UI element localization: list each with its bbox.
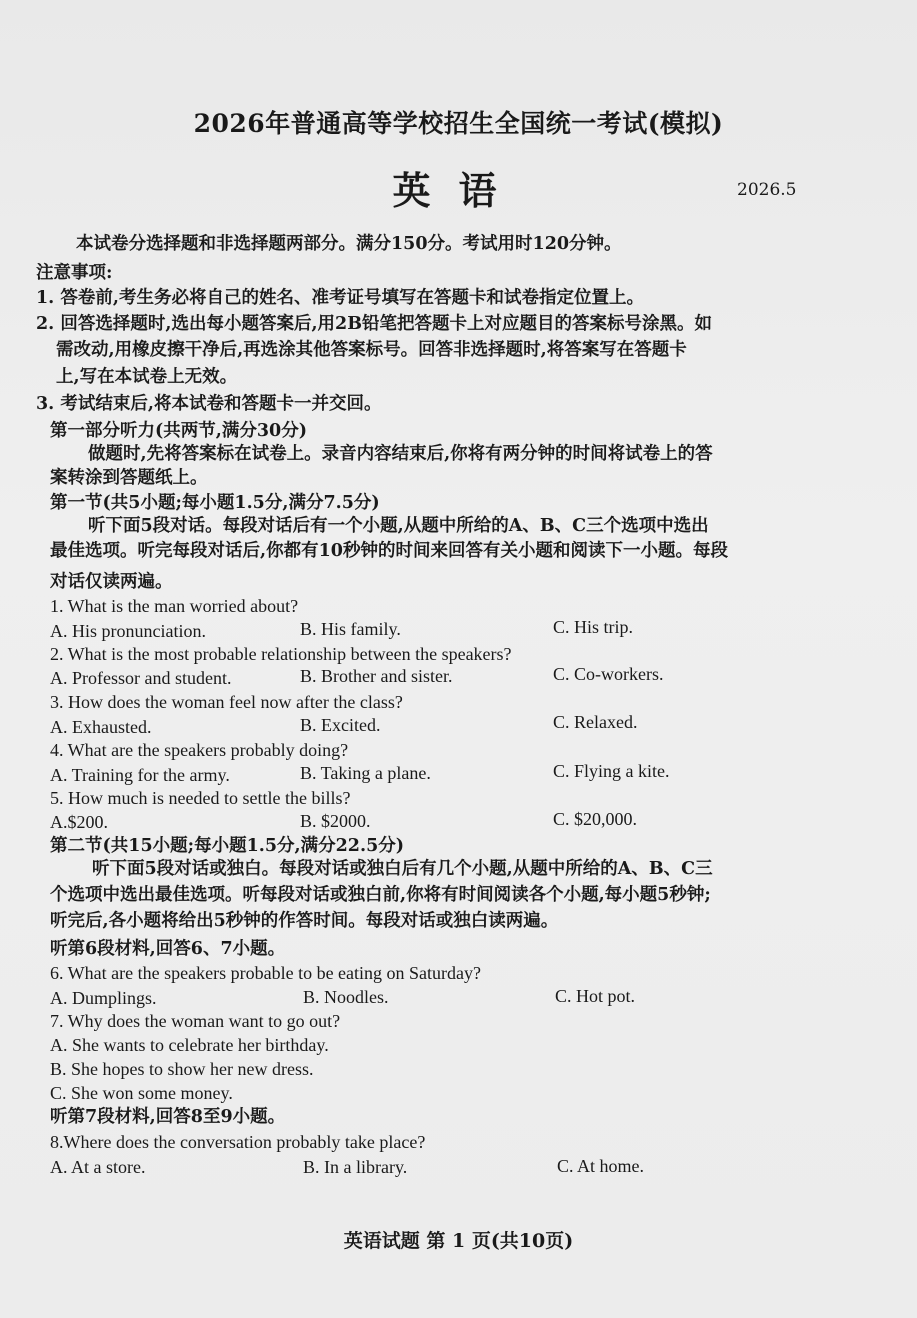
question-1: 1. What is the man worried about? [50, 596, 299, 616]
question-5-option-c: C. $20,000. [553, 809, 638, 829]
question-5: 5. How much is needed to settle the bills? [50, 788, 351, 808]
question-1-option-b: B. His family. [300, 619, 401, 639]
question-7-option-c: C. She won some money. [50, 1083, 233, 1103]
notice-item-2-line-2: 需改动,用橡皮擦干净后,再选涂其他答案标号。回答非选择题时,将答案写在答题卡 [56, 340, 687, 360]
question-2-option-c: C. Co-workers. [553, 664, 664, 684]
question-7: 7. Why does the woman want to go out? [50, 1011, 341, 1031]
question-4-option-b: B. Taking a plane. [300, 763, 431, 783]
question-1-option-c: C. His trip. [553, 617, 634, 637]
section2-desc-line-1: 听下面5段对话或独白。每段对话或独白后有几个小题,从题中所给的A、B、C三 [92, 859, 713, 879]
section1-desc-line-2: 最佳选项。听完每段对话后,你都有10秒钟的时间来回答有关小题和阅读下一小题。每段 [50, 541, 728, 561]
page-footer: 英语试题 第 1 页(共10页) [343, 1230, 574, 1252]
question-5-option-a: A.$200. [50, 812, 108, 832]
notice-item-2-line-1: 2. 回答选择题时,选出每小题答案后,用2B铅笔把答题卡上对应题目的答案标号涂黑。如 [36, 314, 713, 334]
question-6-option-b: B. Noodles. [303, 987, 389, 1007]
question-6-option-a: A. Dumplings. [50, 988, 157, 1008]
notice-title: 注意事项: [36, 263, 113, 283]
part1-desc-line-2: 案转涂到答题纸上。 [50, 468, 208, 488]
exam-title: 2026年普通高等学校招生全国统一考试(模拟) [193, 109, 724, 138]
section1-desc-line-1: 听下面5段对话。每段对话后有一个小题,从题中所给的A、B、C三个选项中选出 [88, 516, 709, 536]
question-8-option-b: B. In a library. [303, 1157, 408, 1177]
question-8-option-a: A. At a store. [50, 1157, 146, 1177]
part1-desc-line-1: 做题时,先将答案标在试卷上。录音内容结束后,你将有两分钟的时间将试卷上的答 [88, 444, 713, 464]
section2-desc-line-3: 听完后,各小题将给出5秒钟的作答时间。每段对话或独白读两遍。 [50, 911, 559, 931]
question-8: 8.Where does the conversation probably take place? [50, 1132, 426, 1152]
notice-item-3: 3. 考试结束后,将本试卷和答题卡一并交回。 [36, 394, 382, 414]
question-1-option-a: A. His pronunciation. [50, 621, 206, 641]
question-3-option-b: B. Excited. [300, 715, 381, 735]
question-2-option-a: A. Professor and student. [50, 668, 232, 688]
question-4-option-a: A. Training for the army. [50, 765, 230, 785]
question-6: 6. What are the speakers probable to be eating on Saturday? [50, 963, 482, 983]
notice-item-2-line-3: 上,写在本试卷上无效。 [56, 367, 238, 387]
part1-title: 第一部分听力(共两节,满分30分) [50, 421, 308, 441]
question-2: 2. What is the most probable relationship between the speakers? [50, 644, 512, 664]
exam-summary: 本试卷分选择题和非选择题两部分。满分150分。考试用时120分钟。 [76, 234, 622, 254]
question-5-option-b: B. $2000. [300, 811, 371, 831]
question-3: 3. How does the woman feel now after the class? [50, 692, 403, 712]
section1-title: 第一节(共5小题;每小题1.5分,满分7.5分) [50, 493, 380, 513]
question-7-option-a: A. She wants to celebrate her birthday. [50, 1035, 329, 1055]
exam-date: 2026.5 [737, 180, 797, 200]
section2-desc-line-2: 个选项中选出最佳选项。听每段对话或独白前,你将有时间阅读各个小题,每小题5秒钟; [50, 885, 711, 905]
subject-title: 英语 [392, 168, 525, 213]
section2-title: 第二节(共15小题;每小题1.5分,满分22.5分) [50, 836, 405, 856]
question-4-option-c: C. Flying a kite. [553, 761, 670, 781]
question-6-option-c: C. Hot pot. [555, 986, 636, 1006]
material-7-heading: 听第7段材料,回答8至9小题。 [50, 1107, 286, 1127]
question-2-option-b: B. Brother and sister. [300, 666, 453, 686]
notice-item-1: 1. 答卷前,考生务必将自己的姓名、准考证号填写在答题卡和试卷指定位置上。 [36, 288, 644, 308]
material-6-heading: 听第6段材料,回答6、7小题。 [50, 939, 286, 959]
section1-desc-line-3: 对话仅读两遍。 [50, 572, 173, 592]
question-3-option-a: A. Exhausted. [50, 717, 152, 737]
question-7-option-b: B. She hopes to show her new dress. [50, 1059, 314, 1079]
question-3-option-c: C. Relaxed. [553, 712, 638, 732]
question-8-option-c: C. At home. [557, 1156, 645, 1176]
question-4: 4. What are the speakers probably doing? [50, 740, 349, 760]
